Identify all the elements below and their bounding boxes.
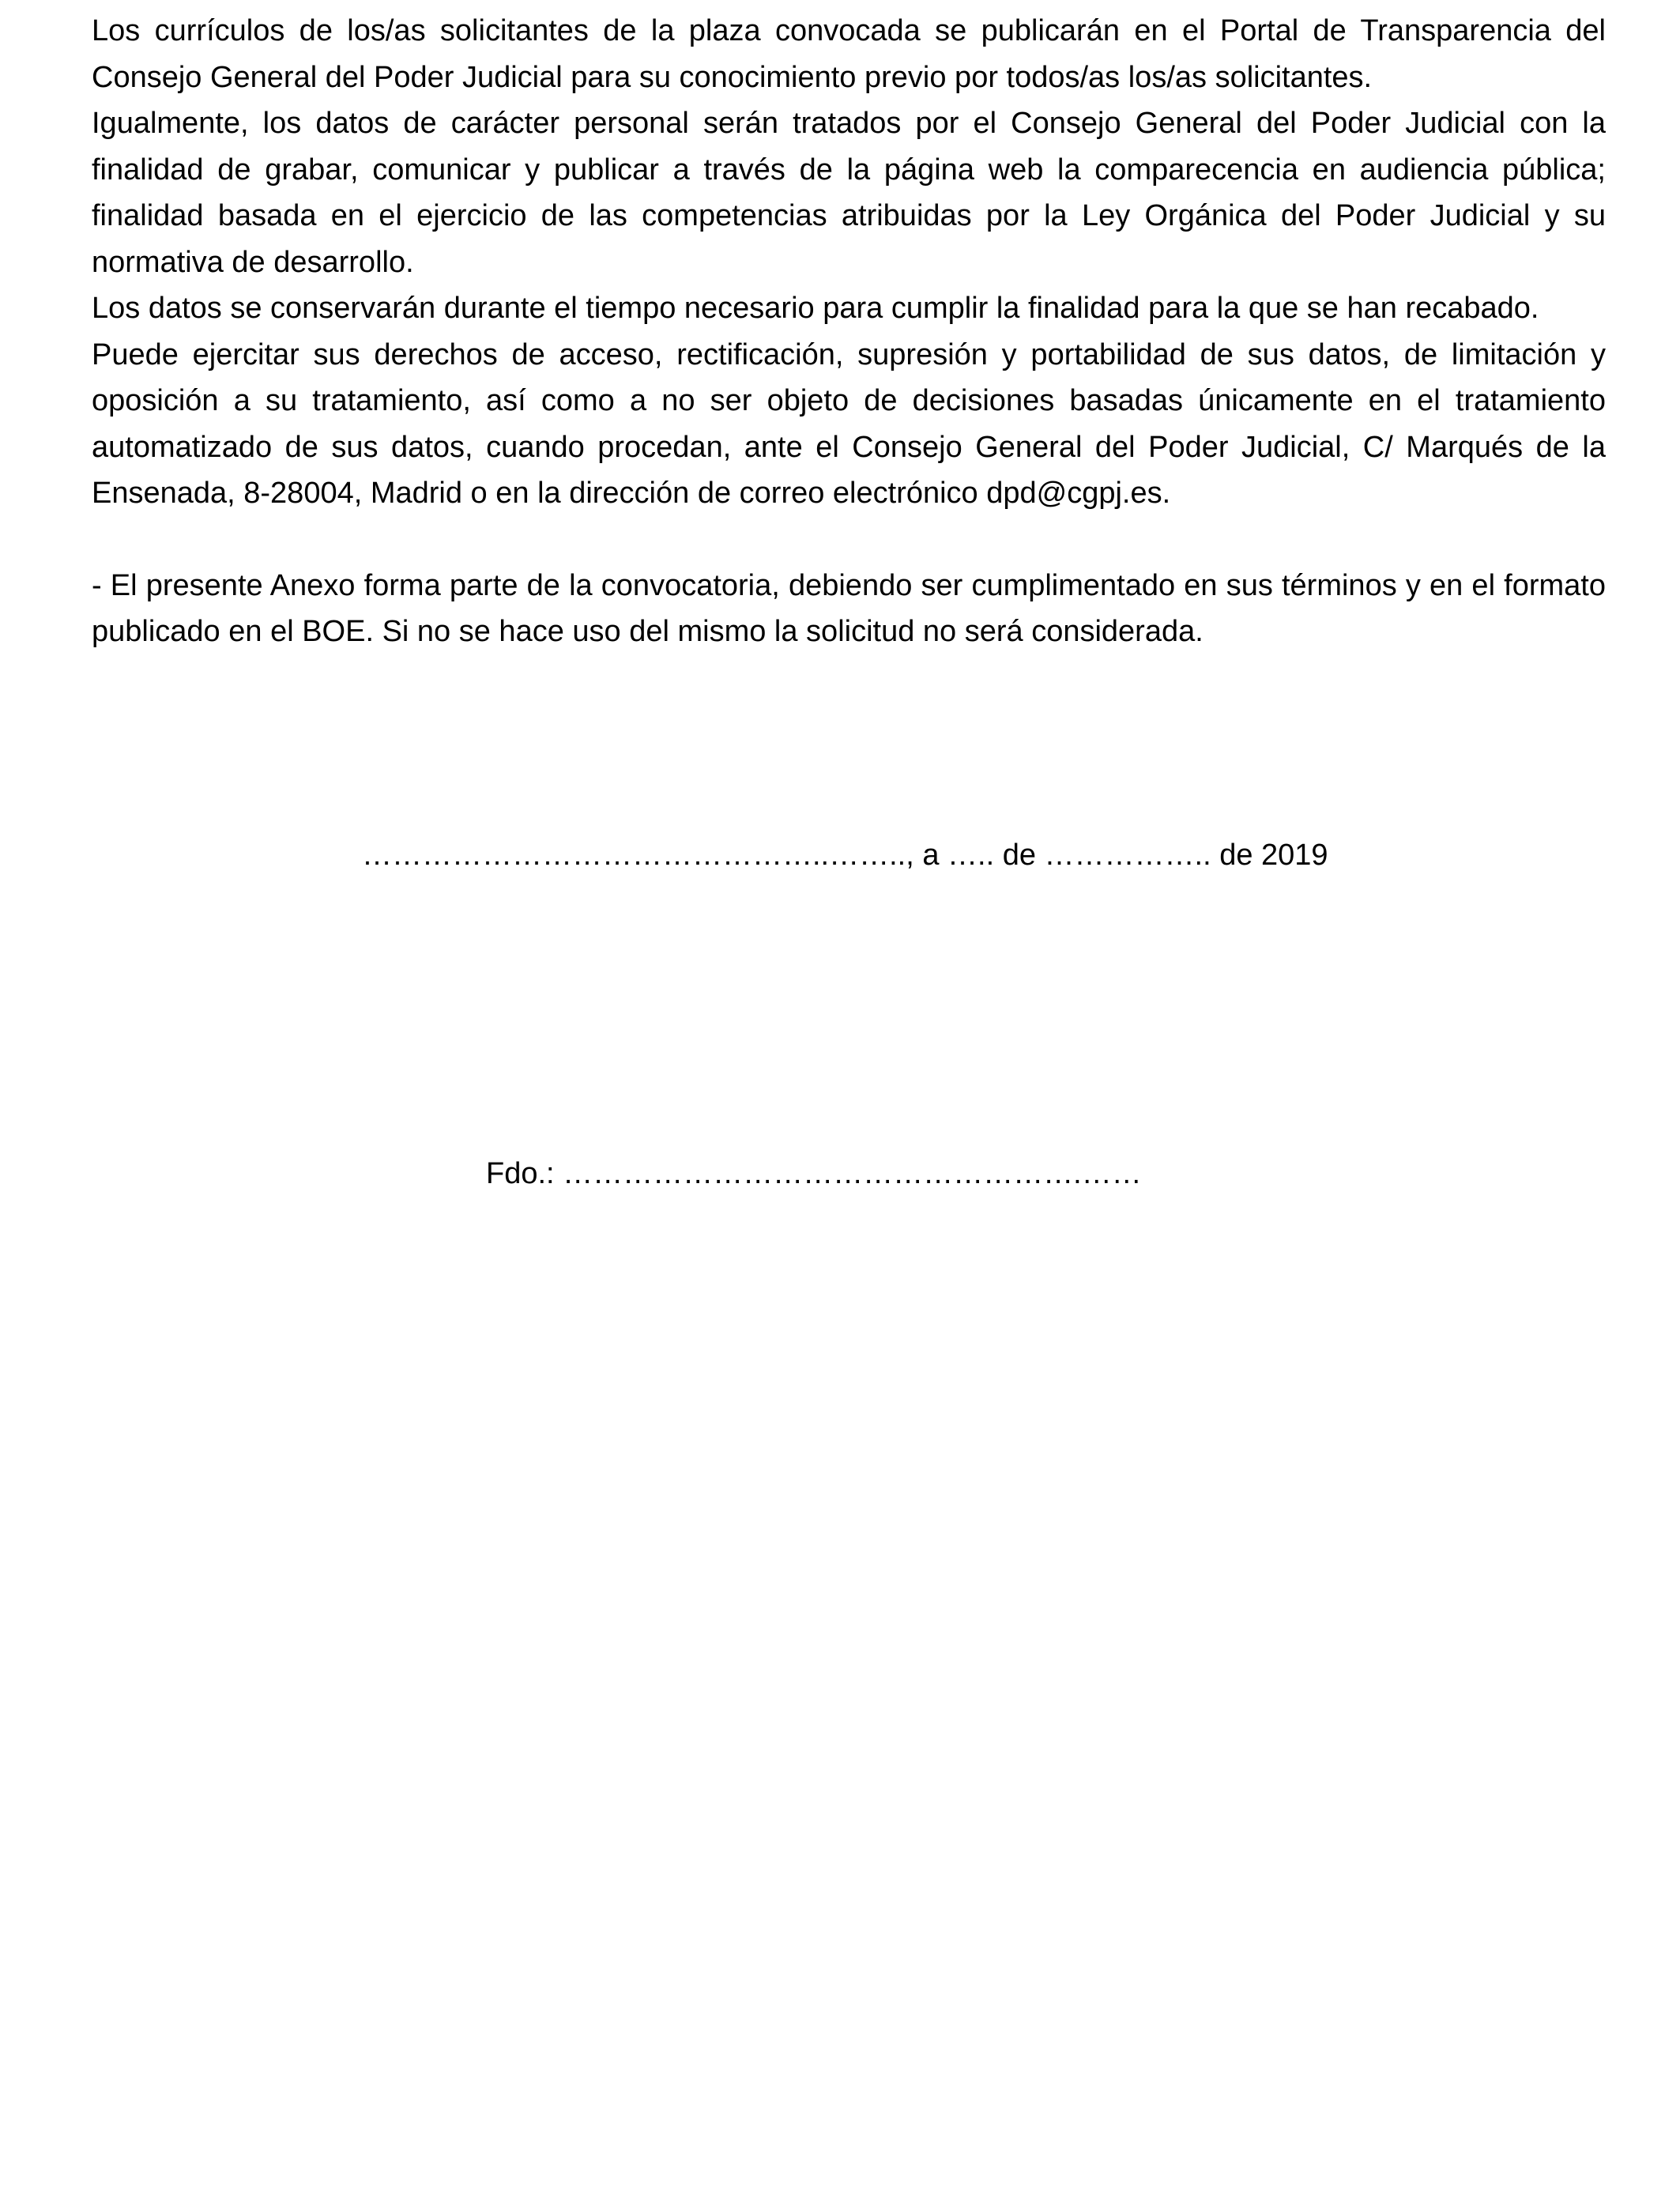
- paragraph-curriculos: Los currículos de los/as solicitantes de la plaza convocada se publicarán en el Portal de Transparencia del Consejo General del Poder Judicial para su conocimiento previo por todos/as los/as solicitantes.: [92, 14, 1606, 94]
- date-place-line: ………………………………………..…….., a ….. de …………….. de 2019: [362, 839, 1328, 872]
- paragraph-anexo-notice: - El presente Anexo forma parte de la convocatoria, debiendo ser cumplimentado en sus términos y en el formato publicado en el BOE. Si no se hace uso del mismo la solicitud no será considerada.: [92, 568, 1606, 648]
- paragraph-datos-personales: Igualmente, los datos de carácter personal serán tratados por el Consejo General del Poder Judicial con la finalidad de grabar, comunicar y publicar a través de la página web la comparecencia en audiencia pública; finalidad basada en el ejercicio de las competencias atribuidas por la Ley Orgánica del Poder Judicial y su normativa de desarrollo.: [92, 107, 1606, 279]
- paragraph-derechos: Puede ejercitar sus derechos de acceso, rectificación, supresión y portabilidad de sus datos, de limitación y oposición a su tratamiento, así como a no ser objeto de decisiones basadas únicamente en el tratamiento automatizado de sus datos, cuando procedan, ante el Consejo General del Poder Judicial, C/ Marqués de la Ensenada, 8-28004, Madrid o en la dirección de correo electrónico dpd@cgpj.es.: [92, 337, 1606, 510]
- paragraph-conservacion: Los datos se conservarán durante el tiempo necesario para cumplir la finalidad para la que se han recabado.: [92, 292, 1539, 325]
- document-body: [92, 8, 1606, 655]
- signature-line: Fdo.: …………………………………………….……: [486, 1157, 1142, 1190]
- paragraph-spacer: [92, 517, 1606, 563]
